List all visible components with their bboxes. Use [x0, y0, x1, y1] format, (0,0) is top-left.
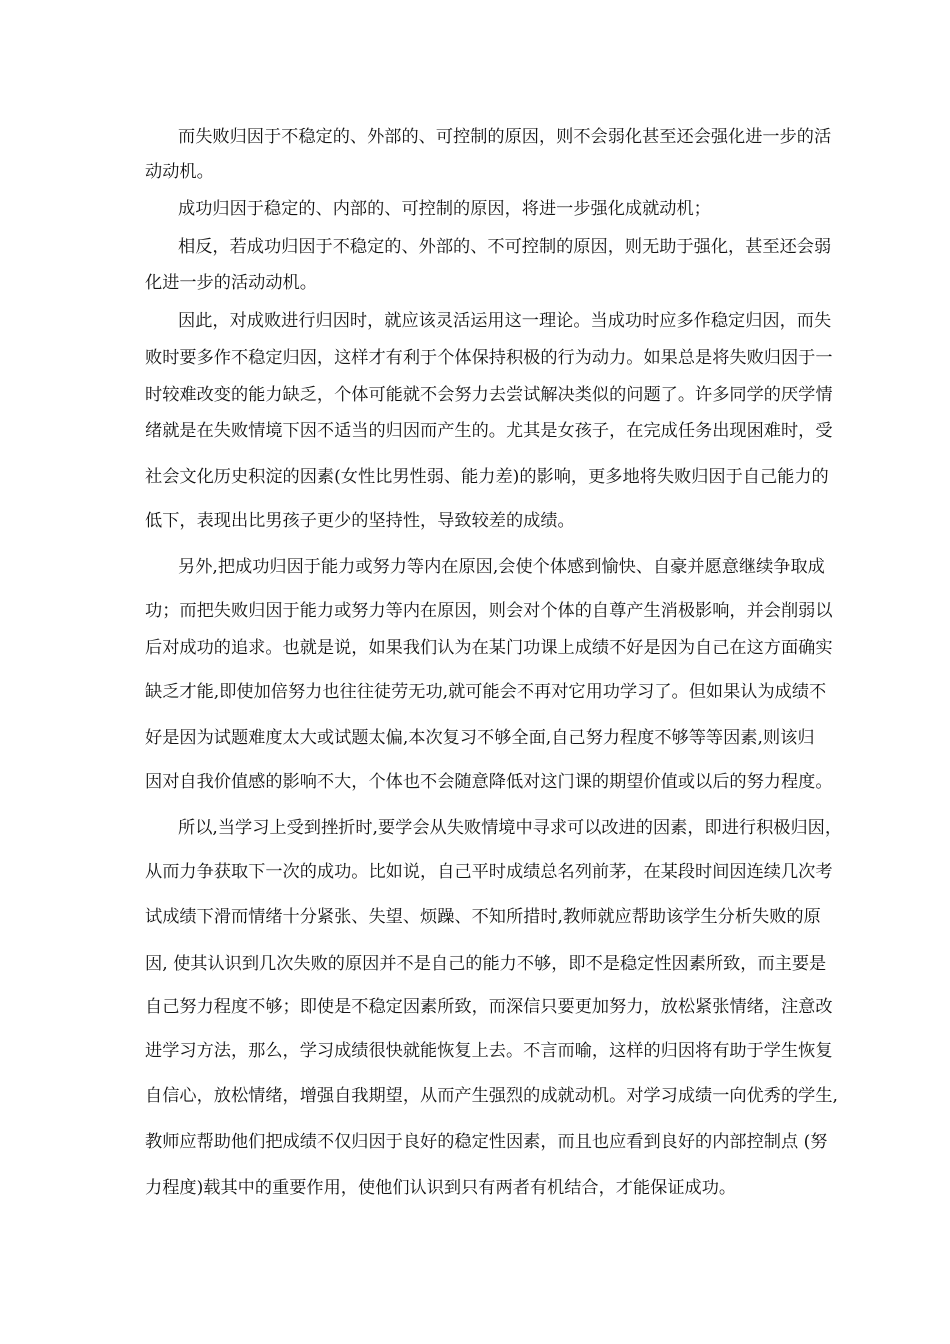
text-line: 败时要多作不稳定归因，这样才有利于个体保持积极的行为动力。如果总是将失败归因于一 — [145, 348, 833, 368]
text-line: 而失败归因于不稳定的、外部的、可控制的原因，则不会弱化甚至还会强化进一步的活 — [178, 127, 832, 147]
text-line: 化进一步的活动动机。 — [145, 273, 317, 293]
text-line: 缺乏才能,即使加倍努力也往往徒劳无功,就可能会不再对它用功学习了。但如果认为成绩不 — [145, 682, 827, 702]
text-line: 力程度)载其中的重要作用，使他们认识到只有两者有机结合，才能保证成功。 — [145, 1178, 737, 1198]
text-line: 自己努力程度不够；即使是不稳定因素所致，而深信只要更加努力，放松紧张情绪，注意改 — [145, 997, 833, 1017]
text-line: 社会文化历史积淀的因素(女性比男性弱、能力差)的影响，更多地将失败归因于自己能力的 — [145, 467, 829, 487]
text-line: 后对成功的追求。也就是说，如果我们认为在某门功课上成绩不好是因为自己在这方面确实 — [145, 638, 833, 658]
text-line: 另外,把成功归因于能力或努力等内在原因,会使个体感到愉快、自豪并愿意继续争取成 — [178, 557, 825, 577]
text-line: 成功归因于稳定的、内部的、可控制的原因，将进一步强化成就动机； — [178, 199, 711, 219]
text-line: 因对自我价值感的影响不大，个体也不会随意降低对这门课的期望价值或以后的努力程度。 — [145, 772, 833, 792]
text-line: 功；而把失败归因于能力或努力等内在原因，则会对个体的自尊产生消极影响，并会削弱以 — [145, 601, 833, 621]
text-line: 因, 使其认识到几次失败的原因并不是自己的能力不够，即不是稳定性因素所致，而主要是 — [145, 954, 827, 974]
text-line: 进学习方法，那么，学习成绩很快就能恢复上去。不言而喻，这样的归因将有助于学生恢复 — [145, 1041, 833, 1061]
text-line: 动动机。 — [145, 162, 214, 182]
text-line: 绪就是在失败情境下因不适当的归因而产生的。尤其是女孩子，在完成任务出现困难时，受 — [145, 421, 833, 441]
text-line: 教师应帮助他们把成绩不仅归因于良好的稳定性因素，而且也应看到良好的内部控制点 (努 — [145, 1132, 828, 1152]
text-line: 低下，表现出比男孩子更少的坚持性，导致较差的成绩。 — [145, 511, 575, 531]
text-line: 时较难改变的能力缺乏，个体可能就不会努力去尝试解决类似的问题了。许多同学的厌学情 — [145, 385, 833, 405]
text-line: 自信心，放松情绪，增强自我期望，从而产生强烈的成就动机。对学习成绩一向优秀的学生, — [145, 1086, 838, 1106]
text-line: 好是因为试题难度太大或试题太偏,本次复习不够全面,自己努力程度不够等等因素,则该归 — [145, 728, 815, 748]
text-line: 从而力争获取下一次的成功。比如说，自己平时成绩总名列前茅，在某段时间因连续几次考 — [145, 862, 833, 882]
text-line: 相反，若成功归因于不稳定的、外部的、不可控制的原因，则无助于强化，甚至还会弱 — [178, 237, 832, 257]
text-line: 试成绩下滑而情绪十分紧张、失望、烦躁、不知所措时,教师就应帮助该学生分析失败的原 — [145, 907, 821, 927]
text-line: 所以,当学习上受到挫折时,要学会从失败情境中寻求可以改进的因素，即进行积极归因， — [178, 818, 843, 838]
text-line: 因此，对成败进行归因时，就应该灵活运用这一理论。当成功时应多作稳定归因，而失 — [178, 311, 832, 331]
